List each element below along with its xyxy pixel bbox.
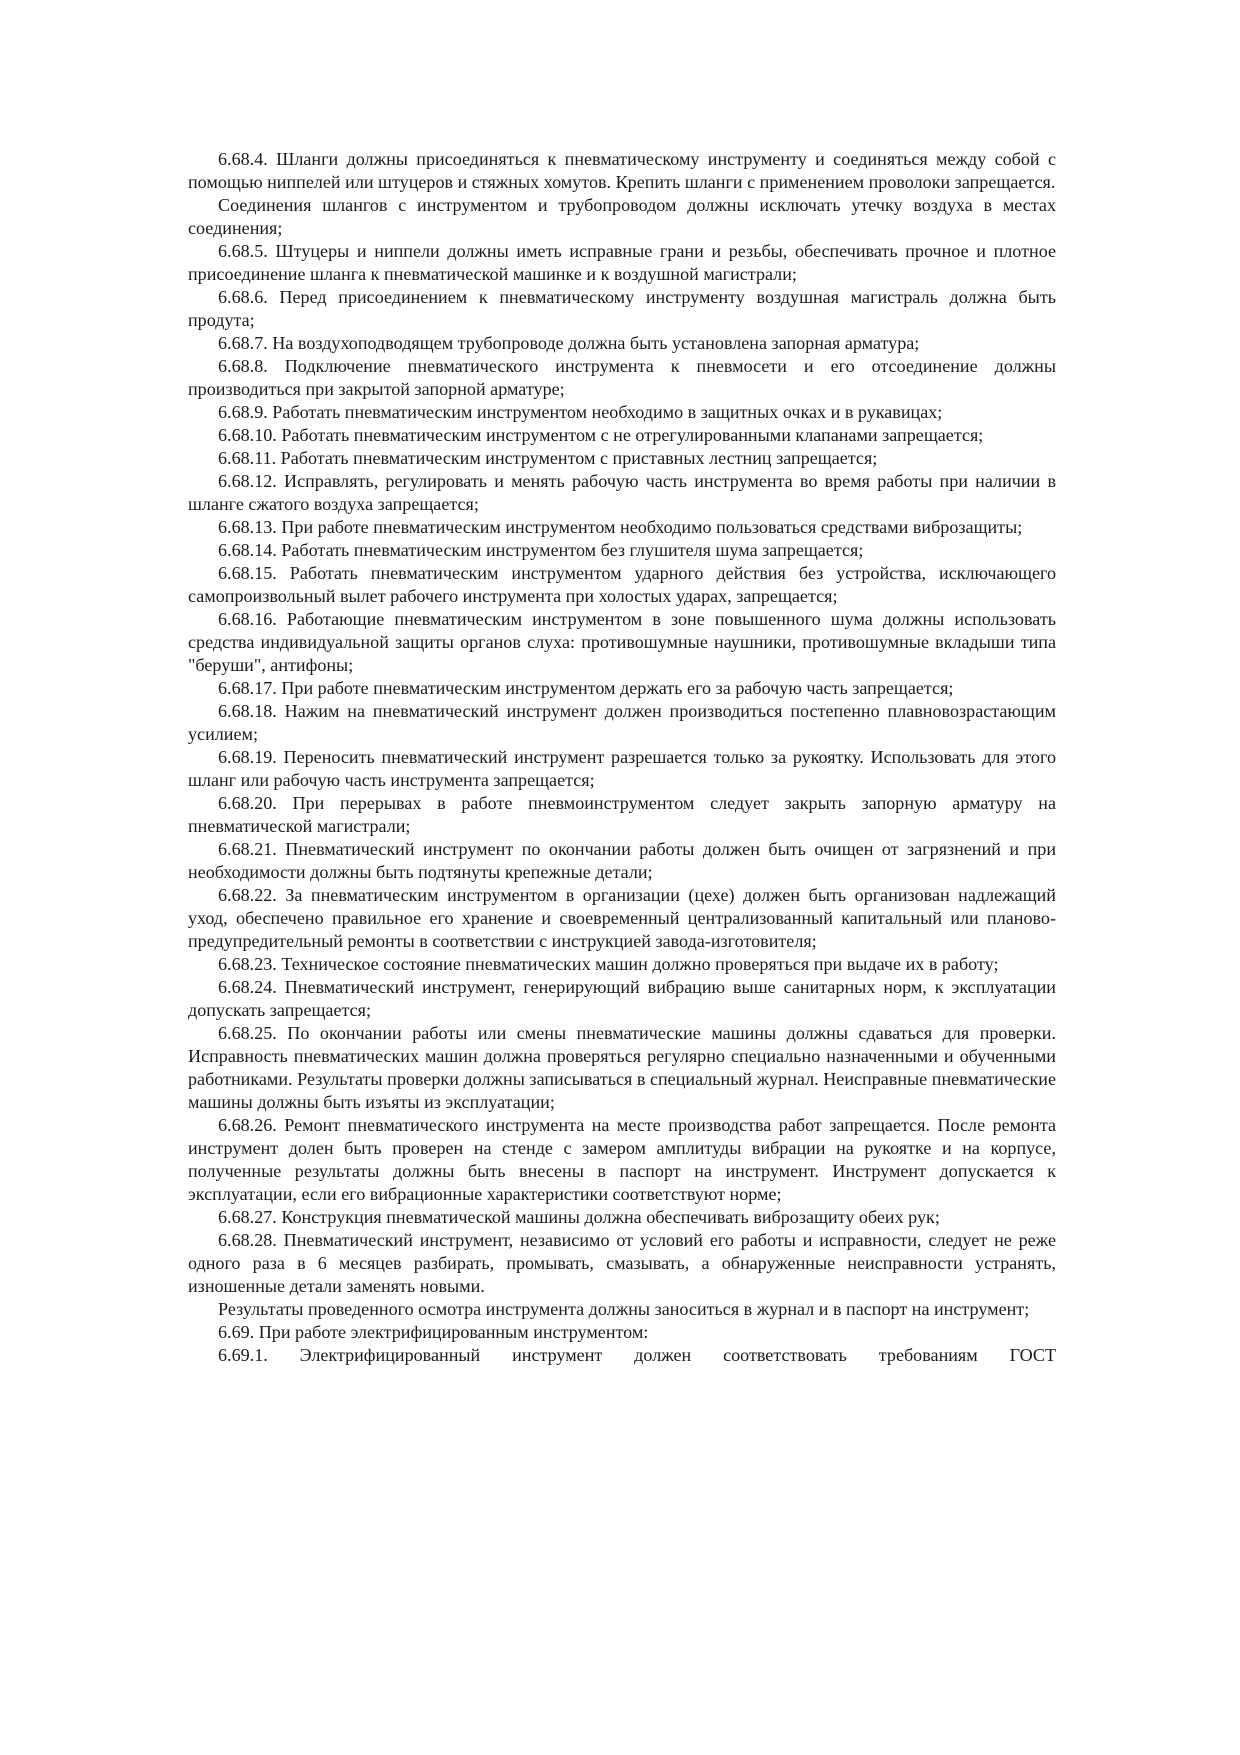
paragraph: 6.68.18. Нажим на пневматический инструмент должен производиться постепенно плавновозрастающим усилием;	[188, 701, 1056, 744]
paragraph: 6.68.13. При работе пневматическим инструментом необходимо пользоваться средствами виброзащиты;	[218, 517, 1023, 537]
paragraph: 6.68.12. Исправлять, регулировать и менять рабочую часть инструмента во время работы при наличии в шланге сжатого воздуха запрещается;	[188, 471, 1056, 514]
paragraph: 6.68.21. Пневматический инструмент по окончании работы должен быть очищен от загрязнений и при необходимости должны быть подтянуты крепежные детали;	[188, 839, 1056, 882]
paragraph: 6.68.9. Работать пневматическим инструментом необходимо в защитных очках и в рукавицах;	[218, 402, 943, 422]
paragraph: Результаты проведенного осмотра инструмента должны заноситься в журнал и в паспорт на инструмент;	[218, 1299, 1030, 1319]
paragraph: 6.68.14. Работать пневматическим инструментом без глушителя шума запрещается;	[218, 540, 864, 560]
paragraph: 6.68.5. Штуцеры и ниппели должны иметь исправные грани и резьбы, обеспечивать прочное и плотное присоединение шланга к пневматической машинке и к воздушной магистрали;	[188, 241, 1056, 284]
paragraph: 6.68.15. Работать пневматическим инструментом ударного действия без устройства, исключающего самопроизвольный вылет рабочего инструмента при холостых ударах, запрещается;	[188, 563, 1056, 606]
paragraph: 6.69.1. Электрифицированный инструмент должен соответствовать требованиям ГОСТ	[218, 1345, 1056, 1365]
paragraph: 6.68.20. При перерывах в работе пневмоинструментом следует закрыть запорную арматуру на пневматической магистрали;	[188, 793, 1056, 836]
paragraph: 6.68.6. Перед присоединением к пневматическому инструменту воздушная магистраль должна быть продута;	[188, 287, 1056, 330]
paragraph: Соединения шлангов с инструментом и трубопроводом должны исключать утечку воздуха в местах соединения;	[188, 195, 1056, 238]
paragraph: 6.68.19. Переносить пневматический инструмент разрешается только за рукоятку. Использовать для этого шланг или рабочую часть инструмента запрещается;	[188, 747, 1056, 790]
paragraph: 6.68.26. Ремонт пневматического инструмента на месте производства работ запрещается. После ремонта инструмент долен быть проверен на стенде с замером амплитуды вибрации на рукоятке и на корпусе, полученные результаты должны быть внесены в паспорт на инструмент. Инструмент допускается к эксплуатации, если его вибрационные характеристики соответствуют норме;	[188, 1115, 1056, 1204]
paragraph: 6.68.10. Работать пневматическим инструментом с не отрегулированными клапанами запрещается;	[218, 425, 984, 445]
paragraph: 6.68.11. Работать пневматическим инструментом с приставных лестниц запрещается;	[218, 448, 878, 468]
paragraph: 6.68.7. На воздухоподводящем трубопроводе должна быть установлена запорная арматура;	[218, 333, 920, 353]
paragraph: 6.68.27. Конструкция пневматической машины должна обеспечивать виброзащиту обеих рук;	[218, 1207, 940, 1227]
paragraph: 6.68.4. Шланги должны присоединяться к пневматическому инструменту и соединяться между собой с помощью ниппелей или штуцеров и стяжных хомутов. Крепить шланги с применением проволоки запрещается.	[188, 149, 1056, 192]
paragraph: 6.69. При работе электрифицированным инструментом:	[218, 1322, 649, 1342]
document-page	[188, 148, 1056, 1367]
paragraph: 6.68.16. Работающие пневматическим инструментом в зоне повышенного шума должны использовать средства индивидуальной защиты органов слуха: противошумные наушники, противошумные вкладыши типа "беруши", антифоны;	[188, 609, 1056, 675]
paragraph: 6.68.22. За пневматическим инструментом в организации (цехе) должен быть организован надлежащий уход, обеспечено правильное его хранение и своевременный централизованный капитальный или планово-предупредительный ремонты в соответствии с инструкцией завода-изготовителя;	[188, 885, 1056, 951]
paragraph: 6.68.24. Пневматический инструмент, генерирующий вибрацию выше санитарных норм, к эксплуатации допускать запрещается;	[188, 977, 1056, 1020]
paragraph: 6.68.25. По окончании работы или смены пневматические машины должны сдаваться для проверки. Исправность пневматических машин должна проверяться регулярно специально назначенными и обученными работниками. Результаты проверки должны записываться в специальный журнал. Неисправные пневматические машины должны быть изъяты из эксплуатации;	[188, 1023, 1056, 1112]
paragraph: 6.68.28. Пневматический инструмент, независимо от условий его работы и исправности, следует не реже одного раза в 6 месяцев разбирать, промывать, смазывать, а обнаруженные неисправности устранять, изношенные детали заменять новыми.	[188, 1230, 1056, 1296]
paragraph: 6.68.8. Подключение пневматического инструмента к пневмосети и его отсоединение должны производиться при закрытой запорной арматуре;	[188, 356, 1056, 399]
paragraph: 6.68.17. При работе пневматическим инструментом держать его за рабочую часть запрещается;	[218, 678, 954, 698]
paragraph: 6.68.23. Техническое состояние пневматических машин должно проверяться при выдаче их в работу;	[218, 954, 999, 974]
